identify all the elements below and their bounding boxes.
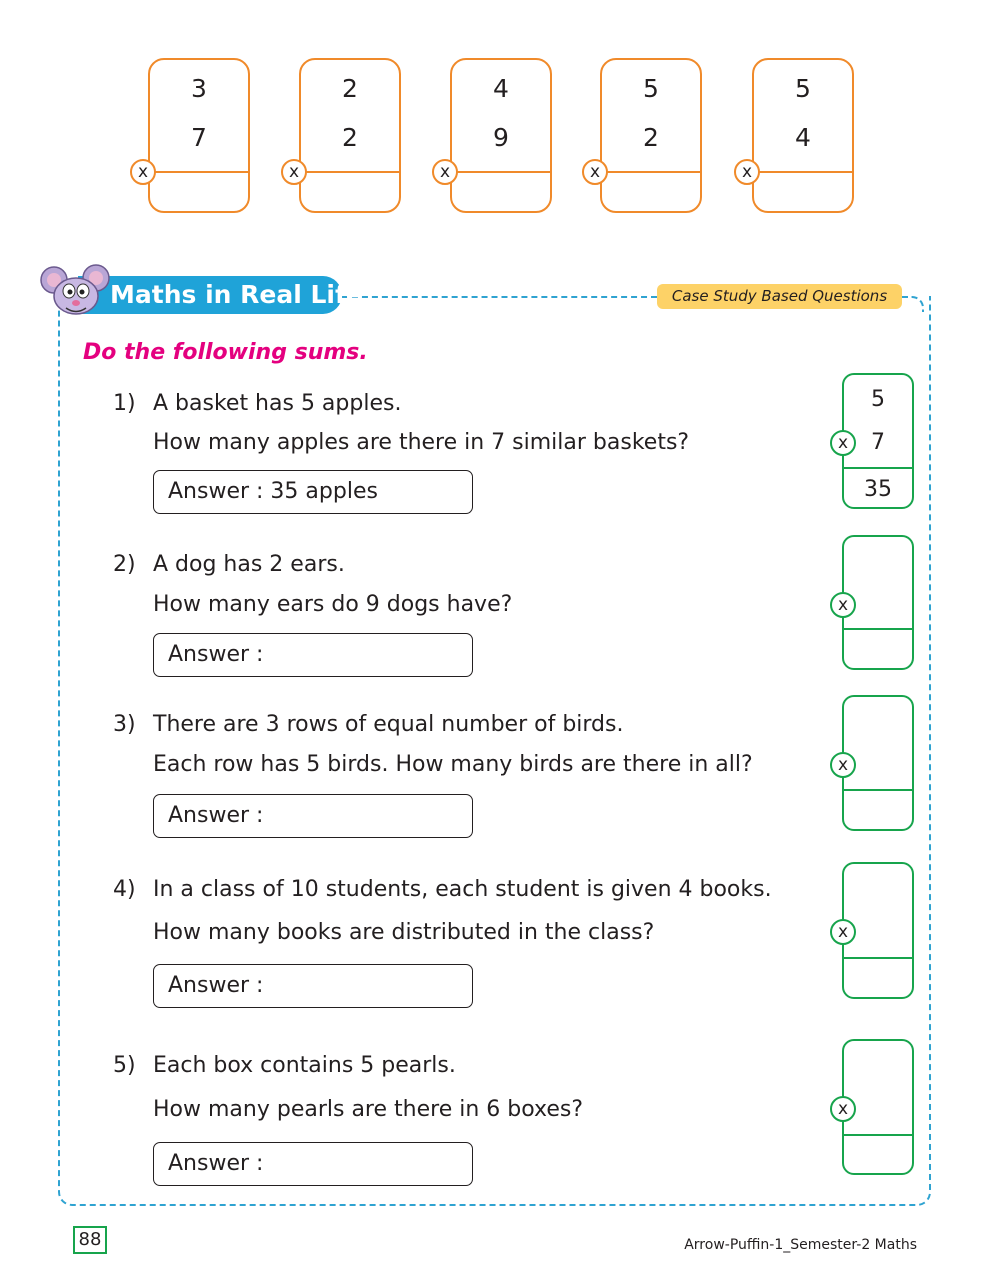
mouse-mascot-icon bbox=[40, 262, 112, 322]
multiplication-box-5 bbox=[741, 58, 854, 213]
multiplicand: 2 bbox=[342, 74, 358, 103]
book-title-footer: Arrow-Puffin-1_Semester-2 Maths bbox=[684, 1237, 917, 1253]
answer-line bbox=[754, 171, 852, 173]
answer-field[interactable]: Answer : bbox=[153, 633, 473, 677]
multiply-sign-icon: x bbox=[281, 159, 307, 185]
case-study-tag: Case Study Based Questions bbox=[657, 284, 902, 309]
answer-line bbox=[150, 171, 248, 173]
instruction-text: Do the following sums. bbox=[83, 340, 368, 365]
answer-field[interactable]: Answer : 35 apples bbox=[153, 470, 473, 514]
work-box-4 bbox=[837, 862, 914, 999]
answer-line bbox=[844, 957, 912, 959]
question-number: 4) bbox=[113, 877, 136, 902]
multiplier: 7 bbox=[871, 430, 885, 455]
multiplication-box-1 bbox=[137, 58, 250, 213]
multiply-sign-icon: x bbox=[830, 430, 856, 456]
question-text: In a class of 10 students, each student is given 4 books. bbox=[153, 877, 772, 902]
question-number: 1) bbox=[113, 391, 136, 416]
multiplier: 2 bbox=[643, 123, 659, 152]
multiplicand: 5 bbox=[795, 74, 811, 103]
question-text: How many apples are there in 7 similar baskets? bbox=[153, 430, 690, 455]
question-text: There are 3 rows of equal number of birds. bbox=[153, 712, 624, 737]
question-number: 3) bbox=[113, 712, 136, 737]
work-box-3 bbox=[837, 695, 914, 831]
multiply-sign-icon: x bbox=[830, 752, 856, 778]
page-number: 88 bbox=[73, 1226, 107, 1254]
multiplicand: 4 bbox=[493, 74, 509, 103]
product: 35 bbox=[864, 477, 892, 502]
work-box-2 bbox=[837, 535, 914, 670]
answer-line bbox=[301, 171, 399, 173]
answer-line bbox=[844, 1134, 912, 1136]
multiply-sign-icon: x bbox=[734, 159, 760, 185]
multiplication-box-4 bbox=[589, 58, 702, 213]
section-title: Maths in Real Life bbox=[110, 280, 363, 309]
multiply-sign-icon: x bbox=[830, 919, 856, 945]
multiplier: 4 bbox=[795, 123, 811, 152]
answer-line bbox=[844, 789, 912, 791]
work-box-1 bbox=[837, 373, 914, 509]
answer-line bbox=[844, 467, 912, 469]
question-text: A basket has 5 apples. bbox=[153, 391, 402, 416]
multiply-sign-icon: x bbox=[582, 159, 608, 185]
multiplier: 7 bbox=[191, 123, 207, 152]
multiplicand: 3 bbox=[191, 74, 207, 103]
frame-top-border bbox=[342, 296, 657, 298]
question-text: Each box contains 5 pearls. bbox=[153, 1053, 456, 1078]
multiply-sign-icon: x bbox=[432, 159, 458, 185]
question-text: How many ears do 9 dogs have? bbox=[153, 592, 513, 617]
question-number: 2) bbox=[113, 552, 136, 577]
question-text: A dog has 2 ears. bbox=[153, 552, 345, 577]
answer-field[interactable]: Answer : bbox=[153, 1142, 473, 1186]
multiplication-box-3 bbox=[439, 58, 552, 213]
multiplier: 2 bbox=[342, 123, 358, 152]
multiply-sign-icon: x bbox=[830, 592, 856, 618]
multiply-sign-icon: x bbox=[830, 1096, 856, 1122]
multiplier: 9 bbox=[493, 123, 509, 152]
answer-field[interactable]: Answer : bbox=[153, 964, 473, 1008]
answer-line bbox=[452, 171, 550, 173]
multiply-sign-icon: x bbox=[130, 159, 156, 185]
answer-line bbox=[844, 628, 912, 630]
multiplicand: 5 bbox=[871, 387, 885, 412]
answer-field[interactable]: Answer : bbox=[153, 794, 473, 838]
question-text: How many pearls are there in 6 boxes? bbox=[153, 1097, 584, 1122]
question-text: How many books are distributed in the class? bbox=[153, 920, 655, 945]
multiplication-box-2 bbox=[288, 58, 401, 213]
multiplicand: 5 bbox=[643, 74, 659, 103]
answer-line bbox=[602, 171, 700, 173]
question-text: Each row has 5 birds. How many birds are there in all? bbox=[153, 752, 753, 777]
question-number: 5) bbox=[113, 1053, 136, 1078]
work-box-5 bbox=[837, 1039, 914, 1175]
